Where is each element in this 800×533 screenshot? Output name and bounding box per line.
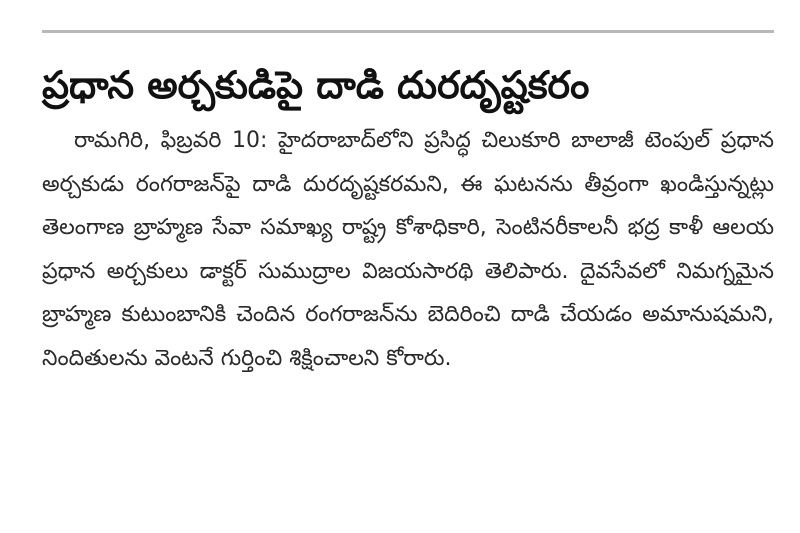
top-divider (42, 30, 774, 33)
article-headline: ప్రధాన అర్చకుడిపై దాడి దురదృష్టకరం (42, 63, 590, 107)
news-article (42, 30, 774, 380)
article-body: రామగిరి, ఫిబ్రవరి 10: హైదరాబాద్‌లోని ప్రసిద్ధ చిలుకూరి బాలాజీ టెంపుల్ ప్రధాన అర్చకుడు రంగరాజన్‌పై దాడి దురదృష్టకరమని, ఈ ఘటనను తీవ్రంగా ఖండిస్తున్నట్లు తెలంగాణ బ్రాహ్మణ సేవా సమాఖ్య రాష్ట్ర కోశాధికారి, సెంటినరీకాలనీ భద్ర కాళీ ఆలయ ప్రధాన అర్చకులు డాక్టర్ సుముద్రాల విజయసారథి తెలిపారు. దైవసేవలో నిమగ్నమైన బ్రాహ్మణ కుటుంబానికి చెందిన రంగరాజన్‌ను బెదిరించి దాడి చేయడం అమానుషమని, నిందితులను వెంటనే గుర్తించి శిక్షించాలని కోరారు. (42, 128, 774, 371)
